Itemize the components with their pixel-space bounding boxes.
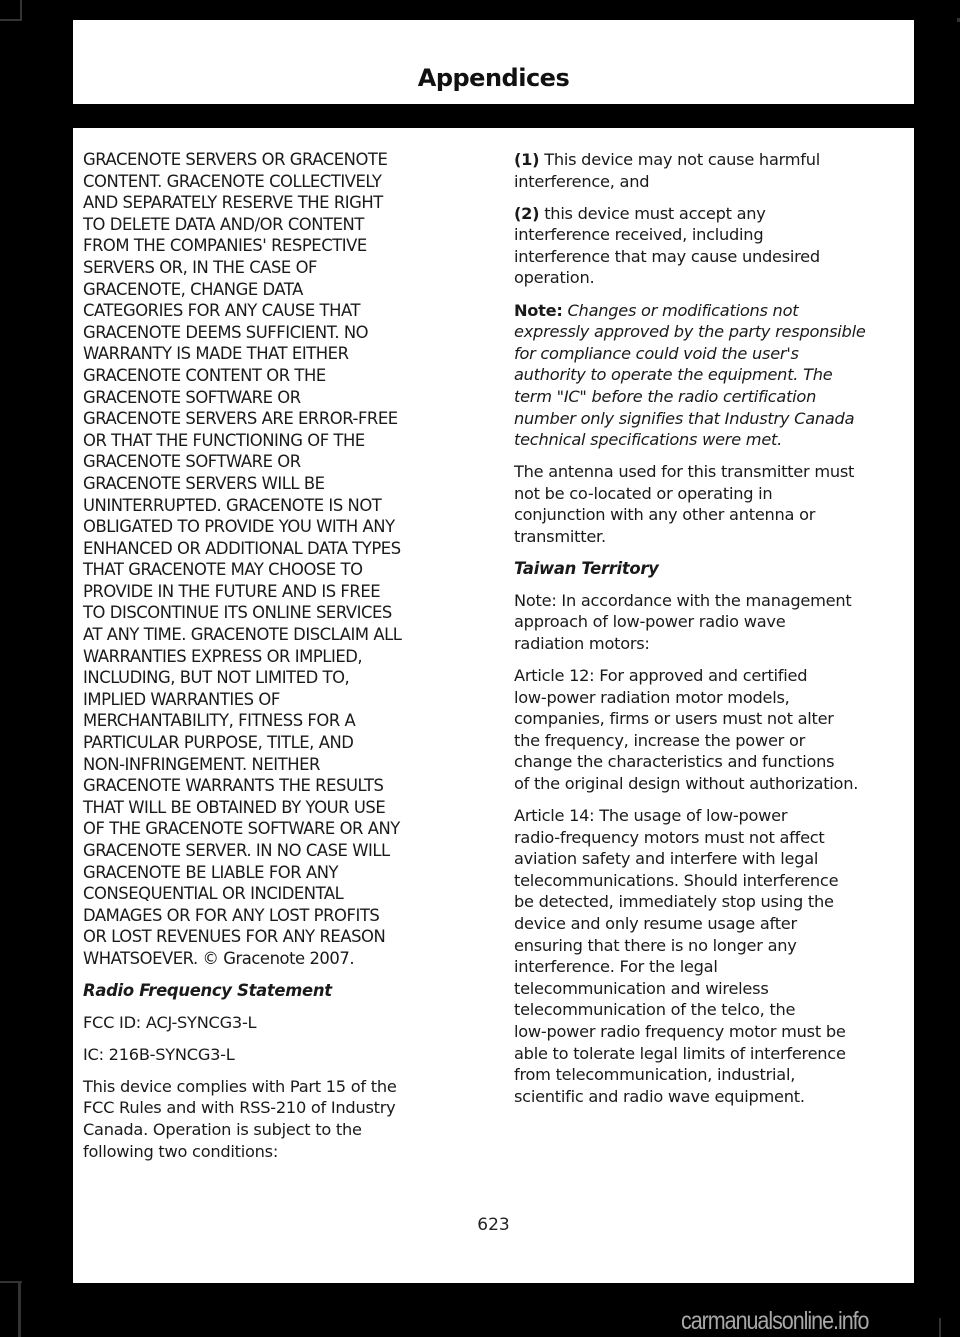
text-line: NON-INFRINGEMENT. NEITHER (83, 754, 320, 774)
text-line: number only signifies that Industry Canada (514, 408, 855, 428)
text-line: GRACENOTE DEEMS SUFFICIENT. NO (83, 322, 369, 342)
text-line: GRACENOTE, CHANGE DATA (83, 279, 303, 299)
bold-label: (1) (514, 150, 540, 169)
text-line: radio-frequency motors must not affect (514, 827, 825, 847)
text-line: INCLUDING, BUT NOT LIMITED TO, (83, 668, 350, 688)
text-line: for compliance could void the user's (514, 343, 799, 363)
text-line: GRACENOTE BE LIABLE FOR ANY (83, 862, 339, 882)
text-line: telecommunications. Should interference (514, 870, 839, 890)
text-line: telecommunication and wireless (514, 978, 769, 998)
text-line: the frequency, increase the power or (514, 730, 806, 750)
text-line: THAT GRACENOTE MAY CHOOSE TO (83, 560, 363, 580)
taiwan-note (514, 590, 906, 655)
article-14 (514, 805, 906, 1107)
text-line: aviation safety and interfere with legal (514, 849, 819, 869)
text-line: UNINTERRUPTED. GRACENOTE IS NOT (83, 495, 382, 515)
text-line: CATEGORIES FOR ANY CAUSE THAT (83, 301, 361, 321)
text-line: low-power radio frequency motor must be (514, 1021, 846, 1041)
text-line: OBLIGATED TO PROVIDE YOU WITH ANY (83, 517, 395, 537)
text-line: ENHANCED OR ADDITIONAL DATA TYPES (83, 538, 401, 558)
bold-label: (2) (514, 203, 540, 223)
text-line: transmitter. (514, 527, 606, 546)
text-line: from telecommunication, industrial, (514, 1065, 796, 1085)
text-line: GRACENOTE WARRANTS THE RESULTS (83, 776, 384, 796)
compliance-statement (83, 1076, 475, 1162)
page-body (73, 128, 914, 1283)
text-line: interference received, including (514, 225, 764, 245)
text-line: technical specifications were met. (514, 430, 783, 450)
text-line: PARTICULAR PURPOSE, TITLE, AND (83, 733, 354, 753)
text-line: companies, firms or users must not alter (514, 709, 834, 729)
text-line: WARRANTY IS MADE THAT EITHER (83, 344, 349, 364)
article-12 (514, 665, 906, 795)
text-line: conjunction with any other antenna or (514, 505, 816, 525)
text-line: following two conditions: (83, 1141, 279, 1161)
ic-number: IC: 216B-SYNCG3-L (83, 1044, 235, 1064)
text-line: GRACENOTE SERVERS OR GRACENOTE (83, 150, 388, 169)
text-line: TO DELETE DATA AND/OR CONTENT (83, 214, 364, 234)
condition-1 (514, 149, 906, 192)
text-line: Article 14: The usage of low-power (514, 806, 788, 826)
right-column (514, 149, 906, 1118)
text-line: GRACENOTE CONTENT OR THE (83, 365, 326, 385)
text-line: able to tolerate legal limits of interference (514, 1043, 846, 1063)
text-line: DAMAGES OR FOR ANY LOST PROFITS (83, 905, 380, 925)
text-line: OR THAT THE FUNCTIONING OF THE (83, 430, 365, 450)
text-line: low-power radiation motor models, (514, 687, 790, 707)
text-line: IMPLIED WARRANTIES OF (83, 689, 280, 709)
text-line: of the original design without authorization. (514, 773, 859, 793)
text-line: The antenna used for this transmitter must (514, 462, 855, 482)
text-line: GRACENOTE SERVERS ARE ERROR-FREE (83, 409, 398, 429)
page-header (73, 20, 914, 104)
bold-label: Note: (514, 300, 563, 320)
text-line: term "IC" before the radio certification (514, 386, 817, 406)
left-column (83, 149, 475, 1173)
text-line: TO DISCONTINUE ITS ONLINE SERVICES (83, 603, 392, 623)
text-line: authority to operate the equipment. The (514, 365, 833, 385)
text-line: not be co-located or operating in (514, 483, 773, 503)
text-line: be detected, immediately stop using the (514, 892, 834, 912)
text-line: (1) This device may not cause harmful (514, 150, 820, 169)
taiwan-territory-heading: Taiwan Territory (514, 559, 659, 579)
text-line: interference. For the legal (514, 957, 718, 977)
text-line: THAT WILL BE OBTAINED BY YOUR USE (83, 797, 386, 817)
text-line: GRACENOTE SOFTWARE OR (83, 387, 301, 407)
text-line: CONSEQUENTIAL OR INCIDENTAL (83, 884, 344, 904)
text-line: OF THE GRACENOTE SOFTWARE OR ANY (83, 819, 400, 839)
text-line: operation. (514, 268, 595, 288)
text-line: FROM THE COMPANIES' RESPECTIVE (83, 236, 367, 256)
text-line: AT ANY TIME. GRACENOTE DISCLAIM ALL (83, 625, 402, 645)
crop-mark-bottom-right-v (939, 1318, 941, 1337)
text-line: interference, and (514, 171, 650, 191)
text-line: change the characteristics and functions (514, 752, 835, 772)
crop-mark-top-left-h (0, 19, 22, 21)
watermark-link[interactable]: carmanualsonline.info (681, 1307, 869, 1335)
text-line: ensuring that there is no longer any (514, 935, 797, 955)
text-line: CONTENT. GRACENOTE COLLECTIVELY (83, 171, 382, 191)
text-line: GRACENOTE SERVER. IN NO CASE WILL (83, 841, 390, 860)
text-line: GRACENOTE SOFTWARE OR (83, 452, 301, 472)
text-line: device and only resume usage after (514, 914, 797, 933)
page-number: 623 (477, 1215, 510, 1235)
text-line: Canada. Operation is subject to the (83, 1120, 362, 1140)
text-line: OR LOST REVENUES FOR ANY REASON (83, 927, 386, 947)
radio-frequency-heading: Radio Frequency Statement (83, 981, 332, 1001)
note-paragraph (514, 300, 906, 451)
section-title: Appendices (417, 64, 570, 92)
text-line: expressly approved by the party responsible (514, 322, 866, 342)
crop-mark-top-left-v (20, 0, 22, 21)
text-line: FCC Rules and with RSS-210 of Industry (83, 1098, 396, 1118)
text-line: SERVERS OR, IN THE CASE OF (83, 257, 317, 277)
antenna-paragraph (514, 461, 906, 547)
text-line: AND SEPARATELY RESERVE THE RIGHT (83, 193, 383, 213)
text-line: WARRANTIES EXPRESS OR IMPLIED, (83, 646, 363, 666)
text-line: (2) this device must accept any (514, 203, 766, 223)
text-line: Note: In accordance with the management (514, 590, 852, 610)
text-line: This device complies with Part 15 of the (83, 1076, 397, 1096)
text-line: GRACENOTE SERVERS WILL BE (83, 473, 325, 493)
text-line: radiation motors: (514, 633, 650, 653)
fcc-id: FCC ID: ACJ-SYNCG3-L (83, 1012, 257, 1032)
text-line: Article 12: For approved and certified (514, 665, 808, 685)
text-line: WHATSOEVER. © Gracenote 2007. (83, 948, 355, 968)
text-line: approach of low-power radio wave (514, 612, 786, 632)
text-line: telecommunication of the telco, the (514, 1000, 796, 1020)
gracenote-disclaimer (83, 149, 475, 970)
text-line: MERCHANTABILITY, FITNESS FOR A (83, 711, 356, 731)
text-line: scientific and radio wave equipment. (514, 1086, 805, 1106)
condition-2 (514, 203, 906, 289)
text-line: Note: Changes or modifications not (514, 300, 799, 320)
text-line: interference that may cause undesired (514, 246, 820, 266)
crop-mark-bottom-left-v (18, 1281, 21, 1337)
text-line: PROVIDE IN THE FUTURE AND IS FREE (83, 581, 381, 601)
